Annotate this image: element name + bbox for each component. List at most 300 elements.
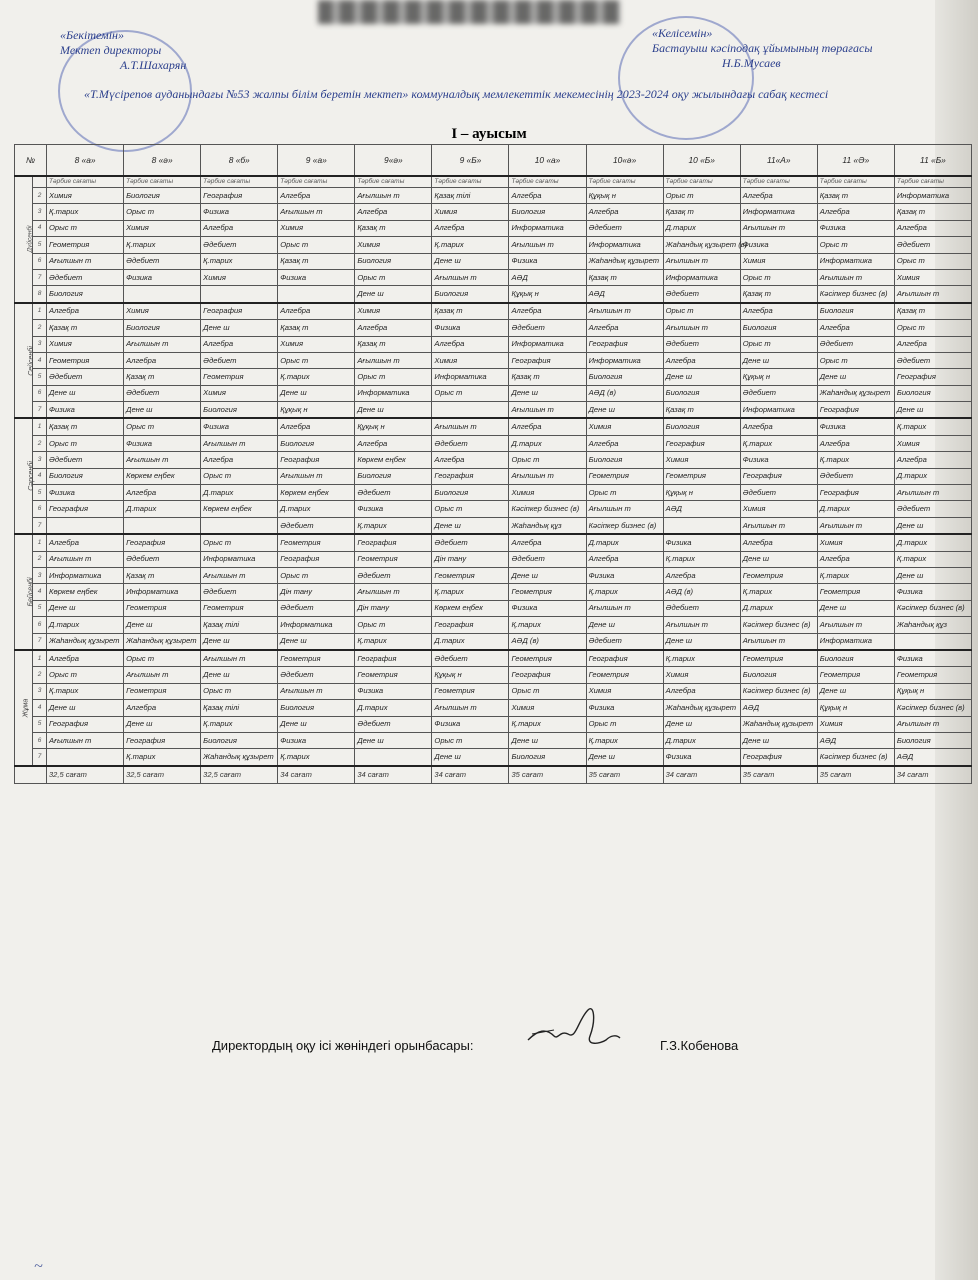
- subject-cell: Кәсіпкер бизнес (в): [740, 683, 817, 699]
- approval-right-line2: Бастауыш кәсіподақ ұйымының төрағасы: [652, 41, 873, 55]
- subject-cell: Геометрия: [47, 237, 124, 253]
- total-hours: 35 сағат: [740, 766, 817, 784]
- subject-cell: Қазақ т: [355, 336, 432, 352]
- subject-cell: Информатика: [201, 551, 278, 567]
- subject-cell: Қазақ т: [509, 369, 586, 385]
- subject-cell: АӘД: [586, 286, 663, 303]
- lesson-number: 5: [33, 716, 47, 732]
- subject-cell: Дене ш: [894, 567, 971, 583]
- subject-cell: Қ.тарих: [124, 749, 201, 766]
- subject-cell: Әдебиет: [355, 485, 432, 501]
- subject-cell: Алгебра: [740, 534, 817, 551]
- subject-cell: Алгебра: [47, 534, 124, 551]
- subject-cell: Химия: [278, 220, 355, 236]
- subheader-cell: Тәрбие сағаты: [432, 176, 509, 188]
- subject-cell: Информатика: [586, 352, 663, 368]
- subheader-cell: Тәрбие сағаты: [894, 176, 971, 188]
- subject-cell: Жаһандық құзырет: [586, 253, 663, 269]
- subject-cell: Ағылшын т: [663, 617, 740, 633]
- subject-cell: [47, 749, 124, 766]
- subject-cell: [47, 517, 124, 534]
- lesson-number: 3: [33, 452, 47, 468]
- subject-cell: Орыс т: [201, 534, 278, 551]
- lesson-number: 6: [33, 732, 47, 748]
- subject-cell: Әдебиет: [201, 584, 278, 600]
- subject-cell: Геометрия: [278, 650, 355, 667]
- table-row: [15, 567, 972, 583]
- subject-cell: Информатика: [817, 253, 894, 269]
- subject-cell: Көркем еңбек: [47, 584, 124, 600]
- subject-cell: Алгебра: [124, 700, 201, 716]
- subheader-cell: Тәрбие сағаты: [663, 176, 740, 188]
- lesson-number: 6: [33, 253, 47, 269]
- subject-cell: Құқық н: [740, 369, 817, 385]
- subject-cell: Ағылшын т: [355, 188, 432, 204]
- table-row: [15, 534, 972, 551]
- subject-cell: Химия: [817, 534, 894, 551]
- subject-cell: Орыс т: [894, 253, 971, 269]
- subject-cell: Орыс т: [432, 501, 509, 517]
- subject-cell: Геометрия: [817, 667, 894, 683]
- subject-cell: Ағылшын т: [47, 551, 124, 567]
- subject-cell: Химия: [201, 385, 278, 401]
- subject-cell: Алгебра: [586, 551, 663, 567]
- subject-cell: Биология: [124, 188, 201, 204]
- subject-cell: Дене ш: [355, 286, 432, 303]
- day-label: [15, 303, 33, 419]
- subject-cell: Алгебра: [124, 352, 201, 368]
- lesson-number: 7: [33, 633, 47, 650]
- subject-cell: Орыс т: [894, 320, 971, 336]
- subject-cell: Химия: [817, 716, 894, 732]
- subject-cell: Ағылшын т: [432, 700, 509, 716]
- subject-cell: Көркем еңбек: [355, 452, 432, 468]
- subject-cell: Қазақ т: [586, 269, 663, 285]
- subject-cell: Химия: [355, 237, 432, 253]
- subject-cell: Дене ш: [509, 385, 586, 401]
- subject-cell: Әдебиет: [663, 600, 740, 616]
- subject-cell: Дене ш: [432, 517, 509, 534]
- subject-cell: Алгебра: [432, 336, 509, 352]
- subject-cell: [201, 517, 278, 534]
- subject-cell: Геометрия: [509, 650, 586, 667]
- subject-cell: Қ.тарих: [663, 650, 740, 667]
- subject-cell: Д.тарих: [740, 600, 817, 616]
- subject-cell: Қ.тарих: [817, 567, 894, 583]
- subject-cell: [124, 286, 201, 303]
- subject-cell: Химия: [509, 485, 586, 501]
- subject-cell: Алгебра: [278, 188, 355, 204]
- subject-cell: Орыс т: [278, 352, 355, 368]
- subject-cell: Құқық н: [278, 402, 355, 419]
- subject-cell: Дене ш: [663, 633, 740, 650]
- subject-cell: [355, 749, 432, 766]
- table-row: [15, 237, 972, 253]
- subject-cell: Алгебра: [817, 435, 894, 451]
- subject-cell: Алгебра: [432, 452, 509, 468]
- subject-cell: Дене ш: [124, 617, 201, 633]
- subject-cell: Орыс т: [124, 650, 201, 667]
- shift-title: I – ауысым: [451, 126, 527, 142]
- subject-cell: Химия: [894, 269, 971, 285]
- total-hours: 32,5 сағат: [124, 766, 201, 784]
- subject-cell: География: [509, 352, 586, 368]
- subject-cell: Қ.тарих: [201, 716, 278, 732]
- subject-cell: Қ.тарих: [355, 517, 432, 534]
- subject-cell: Орыс т: [278, 237, 355, 253]
- subject-cell: География: [586, 336, 663, 352]
- subheader-cell: Тәрбие сағаты: [817, 176, 894, 188]
- subject-cell: Информатика: [894, 188, 971, 204]
- subject-cell: Әдебиет: [432, 534, 509, 551]
- table-row: [15, 468, 972, 484]
- lesson-number: 5: [33, 600, 47, 616]
- lesson-number: 8: [33, 286, 47, 303]
- lesson-number: 4: [33, 700, 47, 716]
- lesson-number: 1: [33, 534, 47, 551]
- total-hours: 34 сағат: [355, 766, 432, 784]
- subject-cell: Биология: [201, 402, 278, 419]
- subject-cell: Информатика: [817, 633, 894, 650]
- subject-cell: Әдебиет: [817, 468, 894, 484]
- class-header: 11«А»: [740, 145, 817, 177]
- subject-cell: Ағылшын т: [740, 517, 817, 534]
- subject-cell: Кәсіпкер бизнес (в): [509, 501, 586, 517]
- subject-cell: Ағылшын т: [509, 402, 586, 419]
- subject-cell: Алгебра: [509, 534, 586, 551]
- subject-cell: Алгебра: [47, 303, 124, 320]
- num-header: №: [15, 145, 47, 177]
- subject-cell: Ағылшын т: [586, 303, 663, 320]
- class-header: 8 «б»: [201, 145, 278, 177]
- subject-cell: Жаһандық құзырет: [124, 633, 201, 650]
- subject-cell: Д.тарих: [201, 485, 278, 501]
- lesson-number: 4: [33, 352, 47, 368]
- lesson-number: 2: [33, 188, 47, 204]
- subject-cell: Алгебра: [663, 683, 740, 699]
- subject-cell: Дене ш: [355, 732, 432, 748]
- subject-cell: Әдебиет: [47, 369, 124, 385]
- table-row: [15, 385, 972, 401]
- subject-cell: Алгебра: [586, 320, 663, 336]
- table-row: [15, 352, 972, 368]
- subject-cell: Геометрия: [586, 667, 663, 683]
- subject-cell: Дене ш: [278, 633, 355, 650]
- subject-cell: Әдебиет: [355, 567, 432, 583]
- subject-cell: Д.тарих: [509, 435, 586, 451]
- subject-cell: Құқық н: [894, 683, 971, 699]
- total-hours: 34 сағат: [432, 766, 509, 784]
- subject-cell: Геометрия: [586, 468, 663, 484]
- subject-cell: Қазақ тілі: [432, 188, 509, 204]
- subject-cell: Дене ш: [201, 633, 278, 650]
- table-row: [15, 650, 972, 667]
- subject-cell: Қазақ т: [663, 402, 740, 419]
- subject-cell: Құқық н: [586, 188, 663, 204]
- subject-cell: Дене ш: [817, 369, 894, 385]
- lesson-number: 3: [33, 567, 47, 583]
- approval-left-line2: Мектеп директоры: [60, 43, 162, 57]
- subject-cell: Информатика: [663, 269, 740, 285]
- subject-cell: Биология: [47, 286, 124, 303]
- subheader-cell: Тәрбие сағаты: [355, 176, 432, 188]
- subject-cell: Физика: [124, 269, 201, 285]
- lesson-number: 5: [33, 237, 47, 253]
- table-row: [15, 617, 972, 633]
- approval-right-line3: Н.Б.Мусаев: [722, 56, 781, 70]
- subject-cell: География: [432, 617, 509, 633]
- subject-cell: Дене ш: [894, 402, 971, 419]
- lesson-number: 1: [33, 418, 47, 435]
- subject-cell: Геометрия: [432, 683, 509, 699]
- subject-cell: Әдебиет: [278, 517, 355, 534]
- subject-cell: Биология: [278, 435, 355, 451]
- subject-cell: Қ.тарих: [509, 716, 586, 732]
- total-hours: 34 сағат: [894, 766, 971, 784]
- subject-cell: АӘД (в): [663, 584, 740, 600]
- class-header: 8 «ә»: [124, 145, 201, 177]
- subject-cell: Ағылшын т: [201, 650, 278, 667]
- subject-cell: Физика: [278, 269, 355, 285]
- subject-cell: Қазақ т: [124, 567, 201, 583]
- subject-cell: Кәсіпкер бизнес (в): [586, 517, 663, 534]
- subject-cell: Әдебиет: [278, 600, 355, 616]
- subject-cell: Физика: [432, 320, 509, 336]
- subject-cell: Алгебра: [817, 551, 894, 567]
- subject-cell: Биология: [432, 485, 509, 501]
- subject-cell: Ағылшын т: [278, 468, 355, 484]
- subject-cell: Көркем еңбек: [124, 468, 201, 484]
- subject-cell: [432, 402, 509, 419]
- subject-cell: Әдебиет: [663, 286, 740, 303]
- table-row: [15, 633, 972, 650]
- subject-cell: Биология: [740, 320, 817, 336]
- subheader-cell: Тәрбие сағаты: [201, 176, 278, 188]
- subject-cell: Қазақ тілі: [201, 617, 278, 633]
- subject-cell: Орыс т: [663, 188, 740, 204]
- subject-cell: Ағылшын т: [124, 336, 201, 352]
- lesson-number: 7: [33, 402, 47, 419]
- timetable: [14, 144, 972, 784]
- subject-cell: География: [663, 435, 740, 451]
- lesson-number: 4: [33, 584, 47, 600]
- table-row: [15, 551, 972, 567]
- subject-cell: Әдебиет: [201, 237, 278, 253]
- subject-cell: [278, 286, 355, 303]
- class-header: 11 «Б»: [894, 145, 971, 177]
- subject-cell: АӘД: [663, 501, 740, 517]
- subject-cell: [663, 517, 740, 534]
- class-header: 11 «Ә»: [817, 145, 894, 177]
- subject-cell: География: [201, 188, 278, 204]
- lesson-number: 6: [33, 501, 47, 517]
- subject-cell: Ағылшын т: [47, 253, 124, 269]
- subject-cell: Қазақ т: [47, 320, 124, 336]
- table-row: [15, 584, 972, 600]
- subject-cell: География: [432, 468, 509, 484]
- subject-cell: Дене ш: [355, 402, 432, 419]
- lesson-number: 6: [33, 617, 47, 633]
- table-row: [15, 501, 972, 517]
- subject-cell: Қазақ т: [47, 418, 124, 435]
- subject-cell: Физика: [201, 418, 278, 435]
- subheader-cell: Тәрбие сағаты: [509, 176, 586, 188]
- table-row: [15, 369, 972, 385]
- total-hours: 32,5 сағат: [47, 766, 124, 784]
- table-row: [15, 716, 972, 732]
- subject-cell: Алгебра: [740, 303, 817, 320]
- subject-cell: Геометрия: [894, 667, 971, 683]
- subject-cell: Дін тану: [432, 551, 509, 567]
- subject-cell: Информатика: [740, 402, 817, 419]
- subject-cell: Алгебра: [740, 188, 817, 204]
- subject-cell: Физика: [47, 402, 124, 419]
- subject-cell: Физика: [355, 683, 432, 699]
- subject-cell: Алгебра: [663, 567, 740, 583]
- subject-cell: Қ.тарих: [278, 749, 355, 766]
- subject-cell: Химия: [201, 269, 278, 285]
- subject-cell: Орыс т: [740, 336, 817, 352]
- subject-cell: Геометрия: [355, 551, 432, 567]
- subject-cell: Жаһандық құзырет (в): [663, 237, 740, 253]
- class-header: 9«ә»: [355, 145, 432, 177]
- subject-cell: Дене ш: [201, 667, 278, 683]
- subject-cell: Орыс т: [124, 418, 201, 435]
- subject-cell: Әдебиет: [509, 551, 586, 567]
- subject-cell: Д.тарих: [663, 220, 740, 236]
- subject-cell: Дене ш: [47, 385, 124, 401]
- subject-cell: Д.тарих: [894, 534, 971, 551]
- subject-cell: Кәсіпкер бизнес (в): [817, 286, 894, 303]
- subject-cell: Қ.тарих: [201, 253, 278, 269]
- lesson-number: 7: [33, 749, 47, 766]
- subject-cell: Геометрия: [509, 584, 586, 600]
- subject-cell: Ағылшын т: [663, 320, 740, 336]
- subject-cell: Химия: [894, 435, 971, 451]
- day-label: [15, 650, 33, 766]
- subject-cell: Дене ш: [201, 320, 278, 336]
- handwritten-mark: ~: [34, 1258, 43, 1275]
- class-header: 10«ә»: [586, 145, 663, 177]
- handwritten-signature: [524, 1000, 624, 1060]
- subject-cell: Дене ш: [124, 716, 201, 732]
- subject-cell: Ағылшын т: [355, 352, 432, 368]
- subject-cell: Дене ш: [817, 600, 894, 616]
- subject-cell: Орыс т: [432, 385, 509, 401]
- subject-cell: Алгебра: [201, 336, 278, 352]
- subject-cell: Орыс т: [355, 269, 432, 285]
- subject-cell: Химия: [47, 336, 124, 352]
- subject-cell: Ағылшын т: [355, 584, 432, 600]
- subject-cell: Әдебиет: [432, 650, 509, 667]
- subject-cell: АӘД (в): [586, 385, 663, 401]
- subject-cell: Алгебра: [663, 352, 740, 368]
- subject-cell: Химия: [124, 220, 201, 236]
- subject-cell: Қ.тарих: [817, 452, 894, 468]
- subject-cell: Жаһандық құзырет: [663, 700, 740, 716]
- subject-cell: Әдебиет: [432, 435, 509, 451]
- subject-cell: Қ.тарих: [278, 369, 355, 385]
- subject-cell: Әдебиет: [740, 485, 817, 501]
- subject-cell: Алгебра: [278, 418, 355, 435]
- table-row: [15, 286, 972, 303]
- subject-cell: Қ.тарих: [894, 551, 971, 567]
- subject-cell: Құқық н: [355, 418, 432, 435]
- subject-cell: География: [124, 732, 201, 748]
- subject-cell: Д.тарих: [894, 468, 971, 484]
- table-row: [15, 667, 972, 683]
- subject-cell: Физика: [47, 485, 124, 501]
- subject-cell: Қ.тарих: [586, 584, 663, 600]
- subject-cell: Қ.тарих: [740, 584, 817, 600]
- subject-cell: Ағылшын т: [817, 269, 894, 285]
- subject-cell: Д.тарих: [278, 501, 355, 517]
- subject-cell: Қазақ т: [817, 188, 894, 204]
- subject-cell: Геометрия: [432, 567, 509, 583]
- subject-cell: Биология: [124, 320, 201, 336]
- subject-cell: Орыс т: [278, 567, 355, 583]
- class-header: 10 «Б»: [663, 145, 740, 177]
- table-row: [15, 220, 972, 236]
- subject-cell: Орыс т: [355, 369, 432, 385]
- subject-cell: [124, 517, 201, 534]
- subject-cell: Геометрия: [47, 352, 124, 368]
- subject-cell: Химия: [432, 352, 509, 368]
- subject-cell: Қазақ т: [278, 320, 355, 336]
- subject-cell: Кәсіпкер бизнес (в): [817, 749, 894, 766]
- subject-cell: Қ.тарих: [509, 617, 586, 633]
- day-name: Дүйсенбі: [26, 225, 34, 253]
- subject-cell: Физика: [894, 650, 971, 667]
- subject-cell: Ағылшын т: [740, 220, 817, 236]
- subject-cell: Алгебра: [355, 204, 432, 220]
- lesson-number: 4: [33, 468, 47, 484]
- subject-cell: География: [124, 534, 201, 551]
- subject-cell: АӘД: [509, 269, 586, 285]
- lesson-number: 2: [33, 551, 47, 567]
- subject-cell: Алгебра: [509, 188, 586, 204]
- table-row: [15, 600, 972, 616]
- subject-cell: Информатика: [586, 237, 663, 253]
- subject-cell: Алгебра: [586, 435, 663, 451]
- subject-cell: Құқық н: [432, 667, 509, 683]
- subject-cell: Қ.тарих: [432, 237, 509, 253]
- subject-cell: Қазақ т: [355, 220, 432, 236]
- subject-cell: География: [201, 303, 278, 320]
- subject-cell: Қазақ тілі: [201, 700, 278, 716]
- day-label: [15, 176, 33, 303]
- subject-cell: География: [740, 749, 817, 766]
- subject-cell: Ағылшын т: [894, 485, 971, 501]
- subject-cell: Әдебиет: [740, 385, 817, 401]
- lesson-number: 7: [33, 517, 47, 534]
- subject-cell: Әдебиет: [124, 551, 201, 567]
- subject-cell: Әдебиет: [278, 667, 355, 683]
- subject-cell: Қ.тарих: [432, 584, 509, 600]
- subject-cell: Дене ш: [432, 253, 509, 269]
- lesson-number: 3: [33, 336, 47, 352]
- total-hours: 35 сағат: [817, 766, 894, 784]
- subject-cell: Физика: [509, 253, 586, 269]
- subject-cell: Қазақ т: [124, 369, 201, 385]
- subject-cell: Физика: [124, 435, 201, 451]
- day-name: Жұма: [22, 698, 30, 718]
- subject-cell: Ағылшын т: [201, 435, 278, 451]
- subject-cell: Физика: [663, 534, 740, 551]
- subject-cell: Химия: [663, 667, 740, 683]
- subject-cell: Жаһандық құзырет: [817, 385, 894, 401]
- day-name: Сейсенбі: [27, 345, 35, 376]
